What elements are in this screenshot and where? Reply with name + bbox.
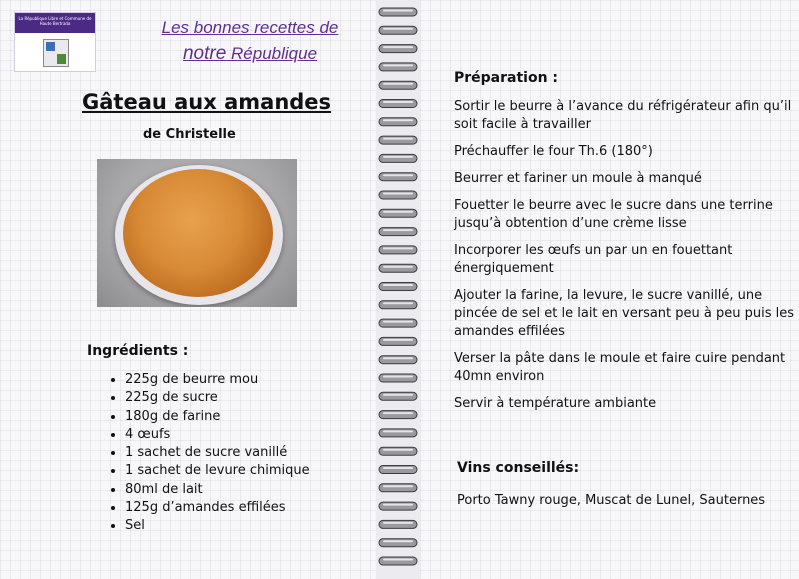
site-title-notre: notre <box>182 43 227 64</box>
ingredient-item: • 1 sachet de levure chimique <box>125 462 310 480</box>
ingredients-title: Ingrédients : <box>87 343 189 359</box>
preparation-step: Servir à température ambiante <box>454 396 657 411</box>
preparation-step: Beurrer et fariner un moule à manqué <box>454 171 702 186</box>
recipe-author: de Christelle <box>143 127 236 142</box>
ingredient-item: • 80ml de lait <box>125 481 310 499</box>
preparation-step: Verser la pâte dans le moule et faire cuire pendant 40mn environ <box>454 351 786 384</box>
ingredients-list <box>107 371 310 536</box>
cake-photo <box>97 159 297 307</box>
wines-text: Porto Tawny rouge, Muscat de Lunel, Sauternes <box>457 493 766 508</box>
preparation-step: Fouetter le beurre avec le sucre dans une terrine jusqu’à obtention d’une crème lisse <box>454 198 773 231</box>
republic-logo <box>14 12 96 72</box>
site-title-republique: République <box>231 44 318 63</box>
left-page <box>0 0 376 579</box>
logo-text: La République Libre et Commune de Haute Bertrada <box>18 16 92 26</box>
ingredient-item: • Sel <box>125 517 310 535</box>
preparation-step: Préchauffer le four Th.6 (180°) <box>454 144 653 159</box>
preparation-steps <box>454 98 794 422</box>
notebook-spiral <box>376 0 420 579</box>
preparation-step: Ajouter la farine, la levure, le sucre vanillé, une pincée de sel et le lait en versant peu à peu puis les amandes effilées <box>454 288 795 339</box>
preparation-step: Sortir le beurre à l’avance du réfrigérateur afin qu’il soit facile à travailler <box>454 99 792 132</box>
site-title <box>130 18 370 65</box>
wines-title: Vins conseillés: <box>457 460 580 476</box>
crest-icon <box>43 39 69 67</box>
site-title-line1: Les bonnes recettes de <box>161 18 339 37</box>
preparation-step: Incorporer les œufs un par un en fouettant énergiquement <box>454 243 733 276</box>
right-page <box>420 0 799 579</box>
recipe-title: Gâteau aux amandes <box>82 90 332 114</box>
ingredient-item: • 4 œufs <box>125 426 310 444</box>
ingredient-item: • 180g de farine <box>125 408 310 426</box>
ingredient-item: • 225g de sucre <box>125 389 310 407</box>
ingredient-item: • 225g de beurre mou <box>125 371 310 389</box>
ingredient-item: • 1 sachet de sucre vanillé <box>125 444 310 462</box>
preparation-title: Préparation : <box>454 70 559 86</box>
ingredient-item: • 125g d’amandes effilées <box>125 499 310 517</box>
